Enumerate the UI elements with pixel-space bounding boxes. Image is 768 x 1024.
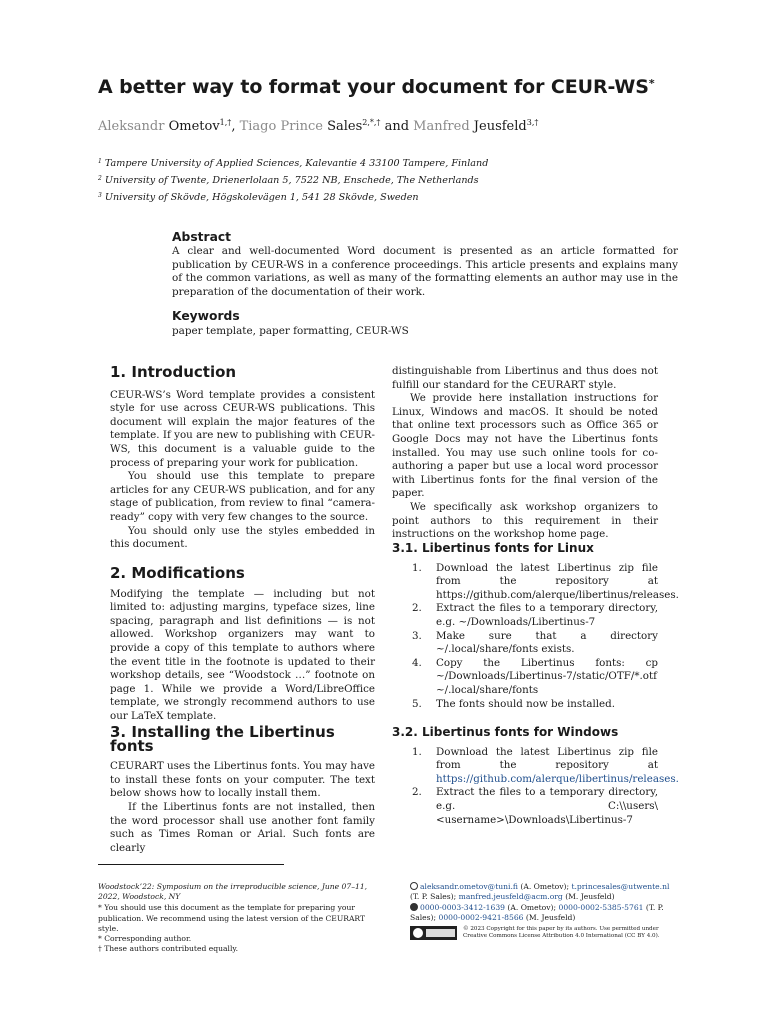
- license-line: [410, 926, 675, 940]
- author-list: [98, 118, 538, 134]
- orcid-link[interactable]: 0000-0002-9421-8566: [438, 913, 524, 923]
- venue-footnote: Woodstock’22: Symposium on the irreproducible science, June 07–11, 2022, Woodstock, NY: [98, 882, 368, 902]
- title-footnote-mark: *: [648, 77, 655, 90]
- author-last-name: Sales: [327, 119, 363, 134]
- windows-steps-list: [392, 745, 679, 828]
- list-item-text: Download the latest Libertinus zip file from the repository at https://github.com/alerque/libertinus/releases.: [436, 561, 679, 601]
- email-owner: (A. Ometov);: [520, 882, 570, 891]
- footnotes-right: [410, 882, 675, 940]
- orcid-owner: (T. P. Sales);: [410, 902, 664, 923]
- section-heading-introduction: 1. Introduction: [110, 363, 237, 381]
- paragraph: You should use this template to prepare articles for any CEUR-WS publication, and for any stage of publication, from review to final “camera-ready” copy with very few changes to the source.: [110, 470, 375, 523]
- list-item: [392, 745, 679, 787]
- email-link[interactable]: t.princesales@utwente.nl: [571, 882, 670, 891]
- abstract-block: [172, 230, 678, 299]
- email-line: [410, 882, 675, 903]
- list-item-text-part: Download the latest Libertinus zip file from the repository at: [436, 745, 658, 772]
- email-icon: [410, 882, 418, 890]
- list-item-text: Make sure that a directory ~/.local/share/fonts exists.: [436, 629, 658, 656]
- author-first-name: Aleksandr: [98, 119, 165, 134]
- list-item-text: [436, 745, 679, 787]
- paragraph: You should only use the styles embedded in this document.: [110, 524, 375, 551]
- author-affil-sup: 2,*,†: [362, 118, 381, 127]
- paragraph: CEURART uses the Libertinus fonts. You may have to install these fonts on your computer. The text below shows how to locally install them.: [110, 760, 375, 800]
- paragraph: We provide here installation instructions for Linux, Windows and macOS. It should be noted that online text processors such as Office 365 or Google Docs may not have the Libertinus fonts installed. You may use such online tools for co-authoring a paper but use a local word processor with Libertinus fonts for the final version of the paper.: [392, 392, 658, 500]
- affiliation-list: [98, 154, 488, 205]
- email-owner: (T. P. Sales);: [410, 892, 457, 902]
- paragraph: CEUR-WS’s Word template provides a consistent style for use across CEUR-WS publications. This document will explain the major features of the template. If you are new to publishing with CEUR-WS, this document is a valuable guide to the process of preparing your work for publication.: [110, 388, 375, 469]
- keywords-text: paper template, paper formatting, CEUR-WS: [172, 325, 409, 337]
- author-affil-sup: 1,†: [219, 118, 232, 127]
- list-number: 4.: [412, 656, 422, 669]
- affiliation-num: 1: [98, 158, 102, 165]
- footnote-rule: [98, 864, 284, 865]
- author-affil-sup: 3,†: [526, 118, 539, 127]
- keywords-block: [172, 309, 678, 338]
- subsection-heading-linux: 3.1. Libertinus fonts for Linux: [392, 541, 594, 555]
- paragraph: We specifically ask workshop organizers to point authors to this requirement in their instructions on the workshop home page.: [392, 500, 658, 541]
- email-link[interactable]: manfred.jeusfeld@acm.org: [458, 892, 563, 902]
- affiliation-text: University of Twente, Drienerlolaan 5, 7522 NB, Enschede, The Netherlands: [104, 175, 479, 186]
- orcid-line: [410, 903, 675, 924]
- list-number: 1.: [412, 745, 422, 758]
- author-last-name: Jeusfeld: [473, 119, 527, 134]
- paragraph: distinguishable from Libertinus and thus does not fulfill our standard for the CEURART style.: [392, 365, 658, 391]
- list-item-text: Copy the Libertinus fonts: cp ~/Downloads/Libertinus-7/static/OTF/*.otf ~/.local/share/fonts: [436, 656, 658, 696]
- list-item: [392, 698, 658, 712]
- license-text: © 2023 Copyright for this paper by its authors. Use permitted under Creative Commons License Attribution 4.0 International (CC BY 4.0).: [463, 925, 660, 939]
- orcid-link[interactable]: 0000-0002-5385-5761: [558, 902, 644, 912]
- author-separator: ,: [231, 119, 236, 134]
- list-item: [392, 786, 658, 827]
- author-last-name: Ometov: [168, 119, 220, 134]
- author-and: and: [384, 119, 410, 134]
- list-number: 2.: [412, 786, 422, 799]
- subsection-heading-windows: 3.2. Libertinus fonts for Windows: [392, 725, 619, 739]
- list-item: [392, 602, 658, 629]
- list-item: [392, 657, 658, 698]
- affiliation-text: University of Skövde, Högskolevägen 1, 541 28 Skövde, Sweden: [104, 192, 419, 203]
- paragraph: If the Libertinus fonts are not installed, then the word processor shall use another font family such as Times Roman or Arial. Such fonts are clearly: [110, 800, 375, 854]
- modifications-section: [110, 564, 375, 724]
- affiliation-num: 2: [98, 175, 102, 182]
- list-item-text: Extract the files to a temporary directory, e.g. C:\\users\<username>\Downloads\Libertinus-7: [436, 786, 658, 826]
- abstract-heading: Abstract: [172, 230, 232, 244]
- author-first-name: Manfred: [413, 119, 470, 134]
- list-number: 5.: [412, 697, 422, 710]
- list-number: 2.: [412, 602, 422, 615]
- intro-section: [110, 363, 375, 552]
- affiliation: [98, 188, 488, 205]
- corresponding-footnote: * Corresponding author.: [98, 934, 192, 944]
- list-item: [392, 630, 658, 657]
- email-owner: (M. Jeusfeld): [565, 892, 615, 902]
- section-heading-modifications: 2. Modifications: [110, 564, 245, 582]
- affiliation: [98, 171, 488, 188]
- orcid-link[interactable]: 0000-0003-3412-1639: [420, 902, 505, 912]
- orcid-icon: [410, 903, 418, 911]
- libertinus-releases-link[interactable]: https://github.com/alerque/libertinus/releases.: [436, 772, 679, 785]
- section-heading-installing: 3. Installing the Libertinus fonts: [110, 723, 335, 755]
- linux-subsection: [392, 541, 679, 711]
- keywords-heading: Keywords: [172, 309, 240, 323]
- paper-title: [98, 76, 655, 98]
- list-item-text: The fonts should now be installed.: [436, 697, 616, 710]
- orcid-owner: (A. Ometov);: [507, 902, 557, 912]
- windows-subsection: [392, 725, 679, 827]
- equal-contribution-footnote: † These authors contributed equally.: [98, 944, 239, 954]
- author-first-name: Tiago Prince: [239, 119, 323, 134]
- email-link[interactable]: aleksandr.ometov@tuni.fi: [420, 882, 518, 891]
- orcid-owner: (M. Jeusfeld): [525, 913, 576, 923]
- linux-steps-list: [392, 561, 679, 712]
- affiliation-num: 3: [98, 192, 102, 199]
- list-item-text: Extract the files to a temporary directory, e.g. ~/Downloads/Libertinus-7: [436, 602, 658, 628]
- list-item: [392, 561, 679, 603]
- paragraph: Modifying the template — including but not limited to: adjusting margins, typeface sizes, line spacing, paragraph and list definitions — is not allowed. Workshop organizers may want to provide a copy of this template to authors where the event title in the footnote is updated to their workshop details, see “Woodstock …” footnote on page 1. While we provide a Word/LibreOffice template, we strongly recommend authors to use our LaTeX template.: [110, 587, 375, 722]
- cc-by-license-icon: [410, 926, 457, 940]
- list-number: 1.: [412, 561, 422, 574]
- footnotes-left: [98, 882, 383, 954]
- abstract-text: A clear and well-documented Word document is presented as an article formatted for publication by CEUR-WS in a conference proceedings. This article presents and explains many of the common variations, as well as many of the formatting elements an author may use in the preparation of the documentation of their work.: [172, 245, 678, 298]
- install-section: [110, 723, 375, 855]
- template-footnote: * You should use this document as the template for preparing your publication. We recommend using the latest version of the CEURART style.: [98, 903, 366, 933]
- install-section-continued: [392, 365, 658, 542]
- title-text: A better way to format your document for CEUR-WS: [98, 76, 649, 98]
- affiliation: [98, 154, 488, 171]
- list-number: 3.: [412, 629, 422, 642]
- affiliation-text: Tampere University of Applied Sciences, Kalevantie 4 33100 Tampere, Finland: [104, 158, 489, 169]
